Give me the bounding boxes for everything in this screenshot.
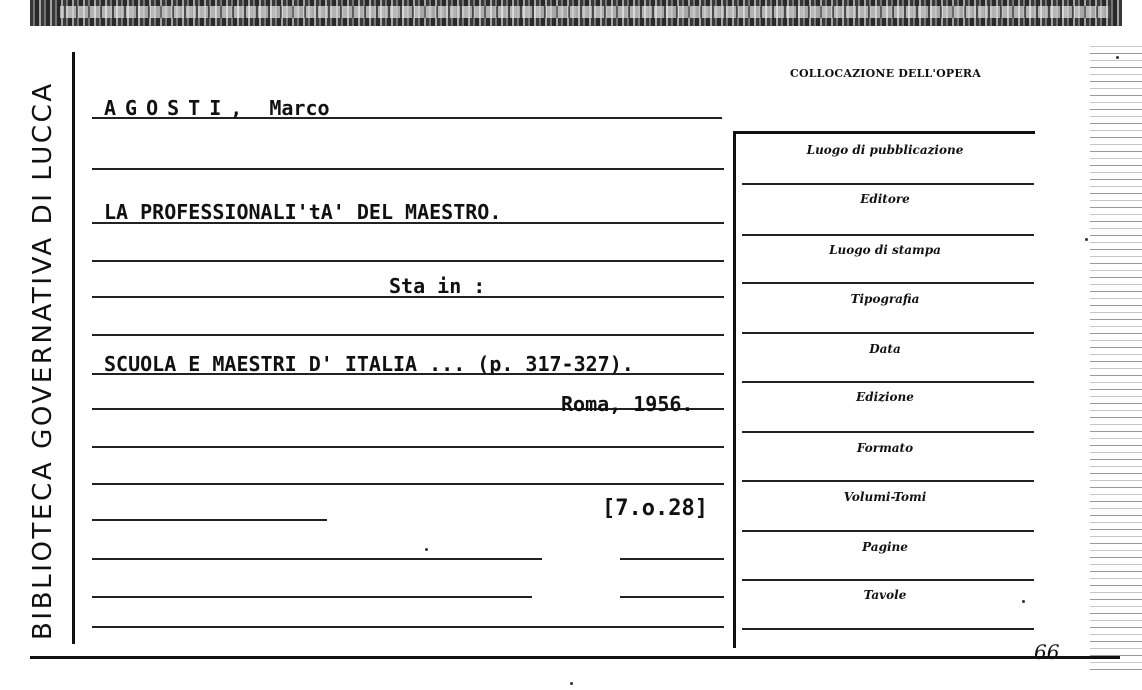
scan-speck [1085, 238, 1088, 241]
ruled-line [92, 446, 724, 448]
ruled-line [92, 596, 532, 598]
label-tavole: Tavole [863, 588, 907, 602]
author-surname: AGOSTI, [104, 96, 252, 120]
left-vertical-rule [72, 52, 75, 644]
label-pagine: Pagine [862, 540, 908, 554]
collocation-line [742, 381, 1034, 383]
label-luogo-pubblicazione: Luogo di pubblicazione [806, 143, 964, 157]
collocation-line [742, 431, 1034, 433]
author-entry [104, 96, 330, 120]
work-title: LA PROFESSIONALI'tA' DEL MAESTRO. [104, 200, 502, 224]
scan-speck [570, 682, 573, 685]
place-year: Roma, 1956. [561, 392, 694, 416]
handwritten-number: 66 [1034, 640, 1060, 664]
library-side-label: BIBLIOTECA GOVERNATIVA DI LUCCA [28, 81, 58, 640]
ruled-line [92, 626, 724, 628]
collocation-box-top [733, 131, 1035, 134]
shelfmark: [7.o.28] [602, 496, 708, 521]
source-publication: SCUOLA E MAESTRI D' ITALIA ... (p. 317-327). [104, 352, 634, 376]
label-volumi-tomi: Volumi-Tomi [843, 490, 927, 504]
author-given-name: Marco [269, 96, 330, 120]
bottom-rule [30, 656, 1120, 659]
collocation-box-border [733, 131, 736, 648]
sta-in-label: Sta in : [389, 274, 486, 298]
collocation-line [742, 480, 1034, 482]
label-data: Data [869, 342, 901, 356]
label-editore: Editore [860, 192, 910, 206]
collocation-line [742, 628, 1034, 630]
collocation-line [742, 332, 1034, 334]
ruled-line [92, 558, 542, 560]
ruled-line [92, 483, 724, 485]
scan-speck [425, 548, 428, 551]
collocation-line [742, 530, 1034, 532]
ruled-line [92, 519, 327, 521]
collocation-line [742, 579, 1034, 581]
label-edizione: Edizione [856, 390, 914, 404]
ruled-line [92, 260, 724, 262]
scan-speck [1022, 600, 1025, 603]
label-luogo-stampa: Luogo di stampa [829, 243, 941, 257]
ruled-line [620, 558, 724, 560]
collocation-line [742, 282, 1034, 284]
ruled-line [620, 596, 724, 598]
collocation-line [742, 183, 1034, 185]
ruled-line [92, 334, 724, 336]
label-formato: Formato [856, 441, 914, 455]
scan-speck [1116, 56, 1119, 59]
scan-noise-right-edge [1090, 40, 1142, 670]
scan-noise-top-overlay [60, 6, 1110, 18]
collocation-header: COLLOCAZIONE DELL'OPERA [790, 67, 981, 80]
label-tipografia: Tipografia [850, 292, 920, 306]
collocation-line [742, 234, 1034, 236]
ruled-line [92, 168, 724, 170]
